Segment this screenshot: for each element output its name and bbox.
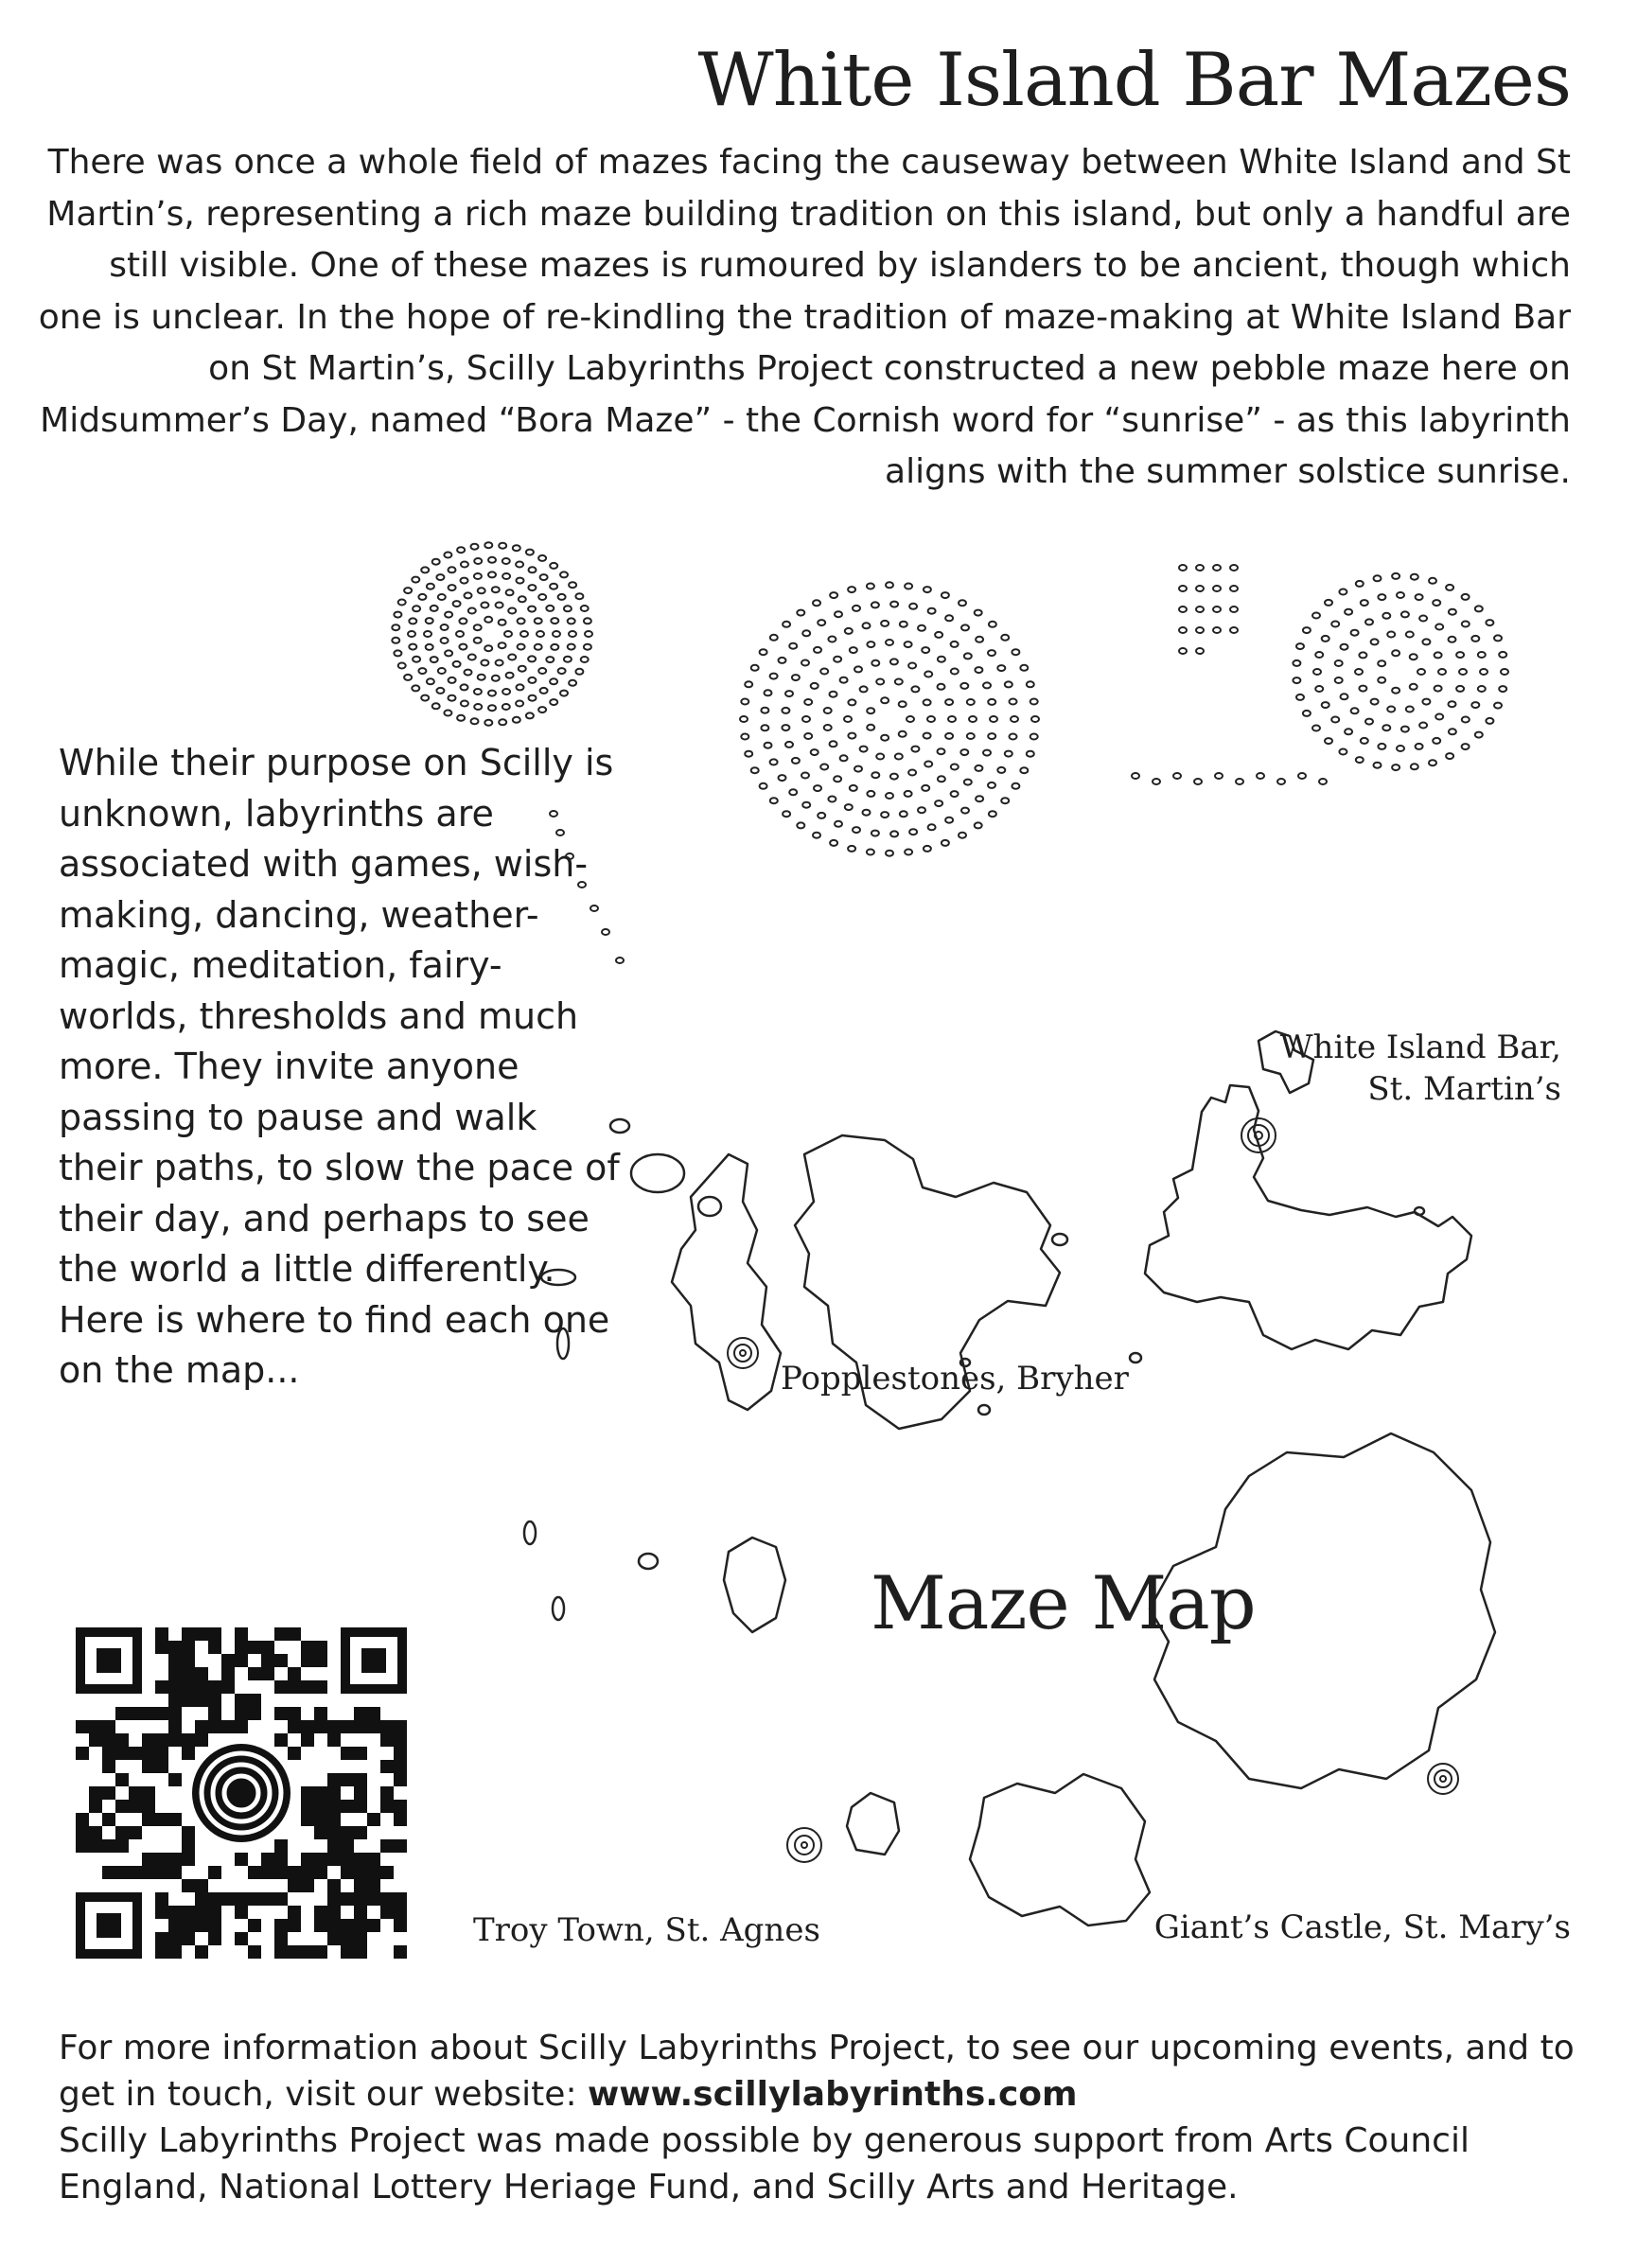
island-st-agnes: [970, 1774, 1150, 1925]
place-label-troy-town: Troy Town, St. Agnes: [473, 1911, 820, 1949]
island-st-martins: [1145, 1085, 1471, 1349]
place-label-line: White Island Bar,: [1279, 1029, 1561, 1066]
scilly-islands-map: [473, 1022, 1590, 1987]
labyrinth-purpose-text: While their purpose on Scilly is unknown, labyrinths are associated with games, wish-making, dancing, weather-magic, meditation, fairy-worlds, thresholds and much more. They invite anyone passing to pause and walk their paths, to slow the pace of their day, and perhaps to see the world a little differently. Here is where to find each one on the map...: [59, 742, 620, 1391]
place-label-white-island-bar: [1280, 1027, 1561, 1110]
website-link[interactable]: www.scillylabyrinths.com: [588, 2075, 1078, 2114]
place-label-popplestones: Popplestones, Bryher: [781, 1360, 1129, 1398]
page-title: White Island Bar Mazes: [697, 38, 1571, 123]
place-label-giants-castle: Giant’s Castle, St. Mary’s: [1153, 1908, 1571, 1946]
spiral-logo-icon: [186, 1738, 296, 1848]
place-label-line: St. Martin’s: [1367, 1070, 1561, 1108]
map-title: Maze Map: [871, 1561, 1256, 1646]
pebble-mazes-illustration: [350, 530, 1571, 1003]
qr-code[interactable]: [76, 1627, 407, 1959]
maze-marker-popplestones: [728, 1338, 758, 1368]
footer-info: For more information about Scilly Labyrinths Project, to see our upcoming events, and to get in touch, visit our website:: [59, 2029, 1575, 2114]
maze-marker-giants-castle: [1428, 1764, 1458, 1794]
footer-text: [59, 2025, 1592, 2210]
island-bryher: [672, 1154, 781, 1410]
intro-paragraph: There was once a whole field of mazes facing the causeway between White Island and St Martin’s, representing a rich maze building tradition on this island, but only a handful are still visible. One of these mazes is rumoured by islanders to be ancient, though which one is unclear. In the hope of re-kindling the tradition of maze-making at White Island Bar on St Martin’s, Scilly Labyrinths Project constructed a new pebble maze here on Midsummer’s Day, named “Bora Maze” - the Cornish word for “sunrise” - as this labyrinth aligns with the summer solstice sunrise.: [38, 143, 1571, 491]
maze-marker-troy-town: [787, 1828, 821, 1862]
footer-support: Scilly Labyrinths Project was made possible by generous support from Arts Council England, National Lottery Heriage Fund, and Scilly Arts and Heritage.: [59, 2121, 1470, 2206]
